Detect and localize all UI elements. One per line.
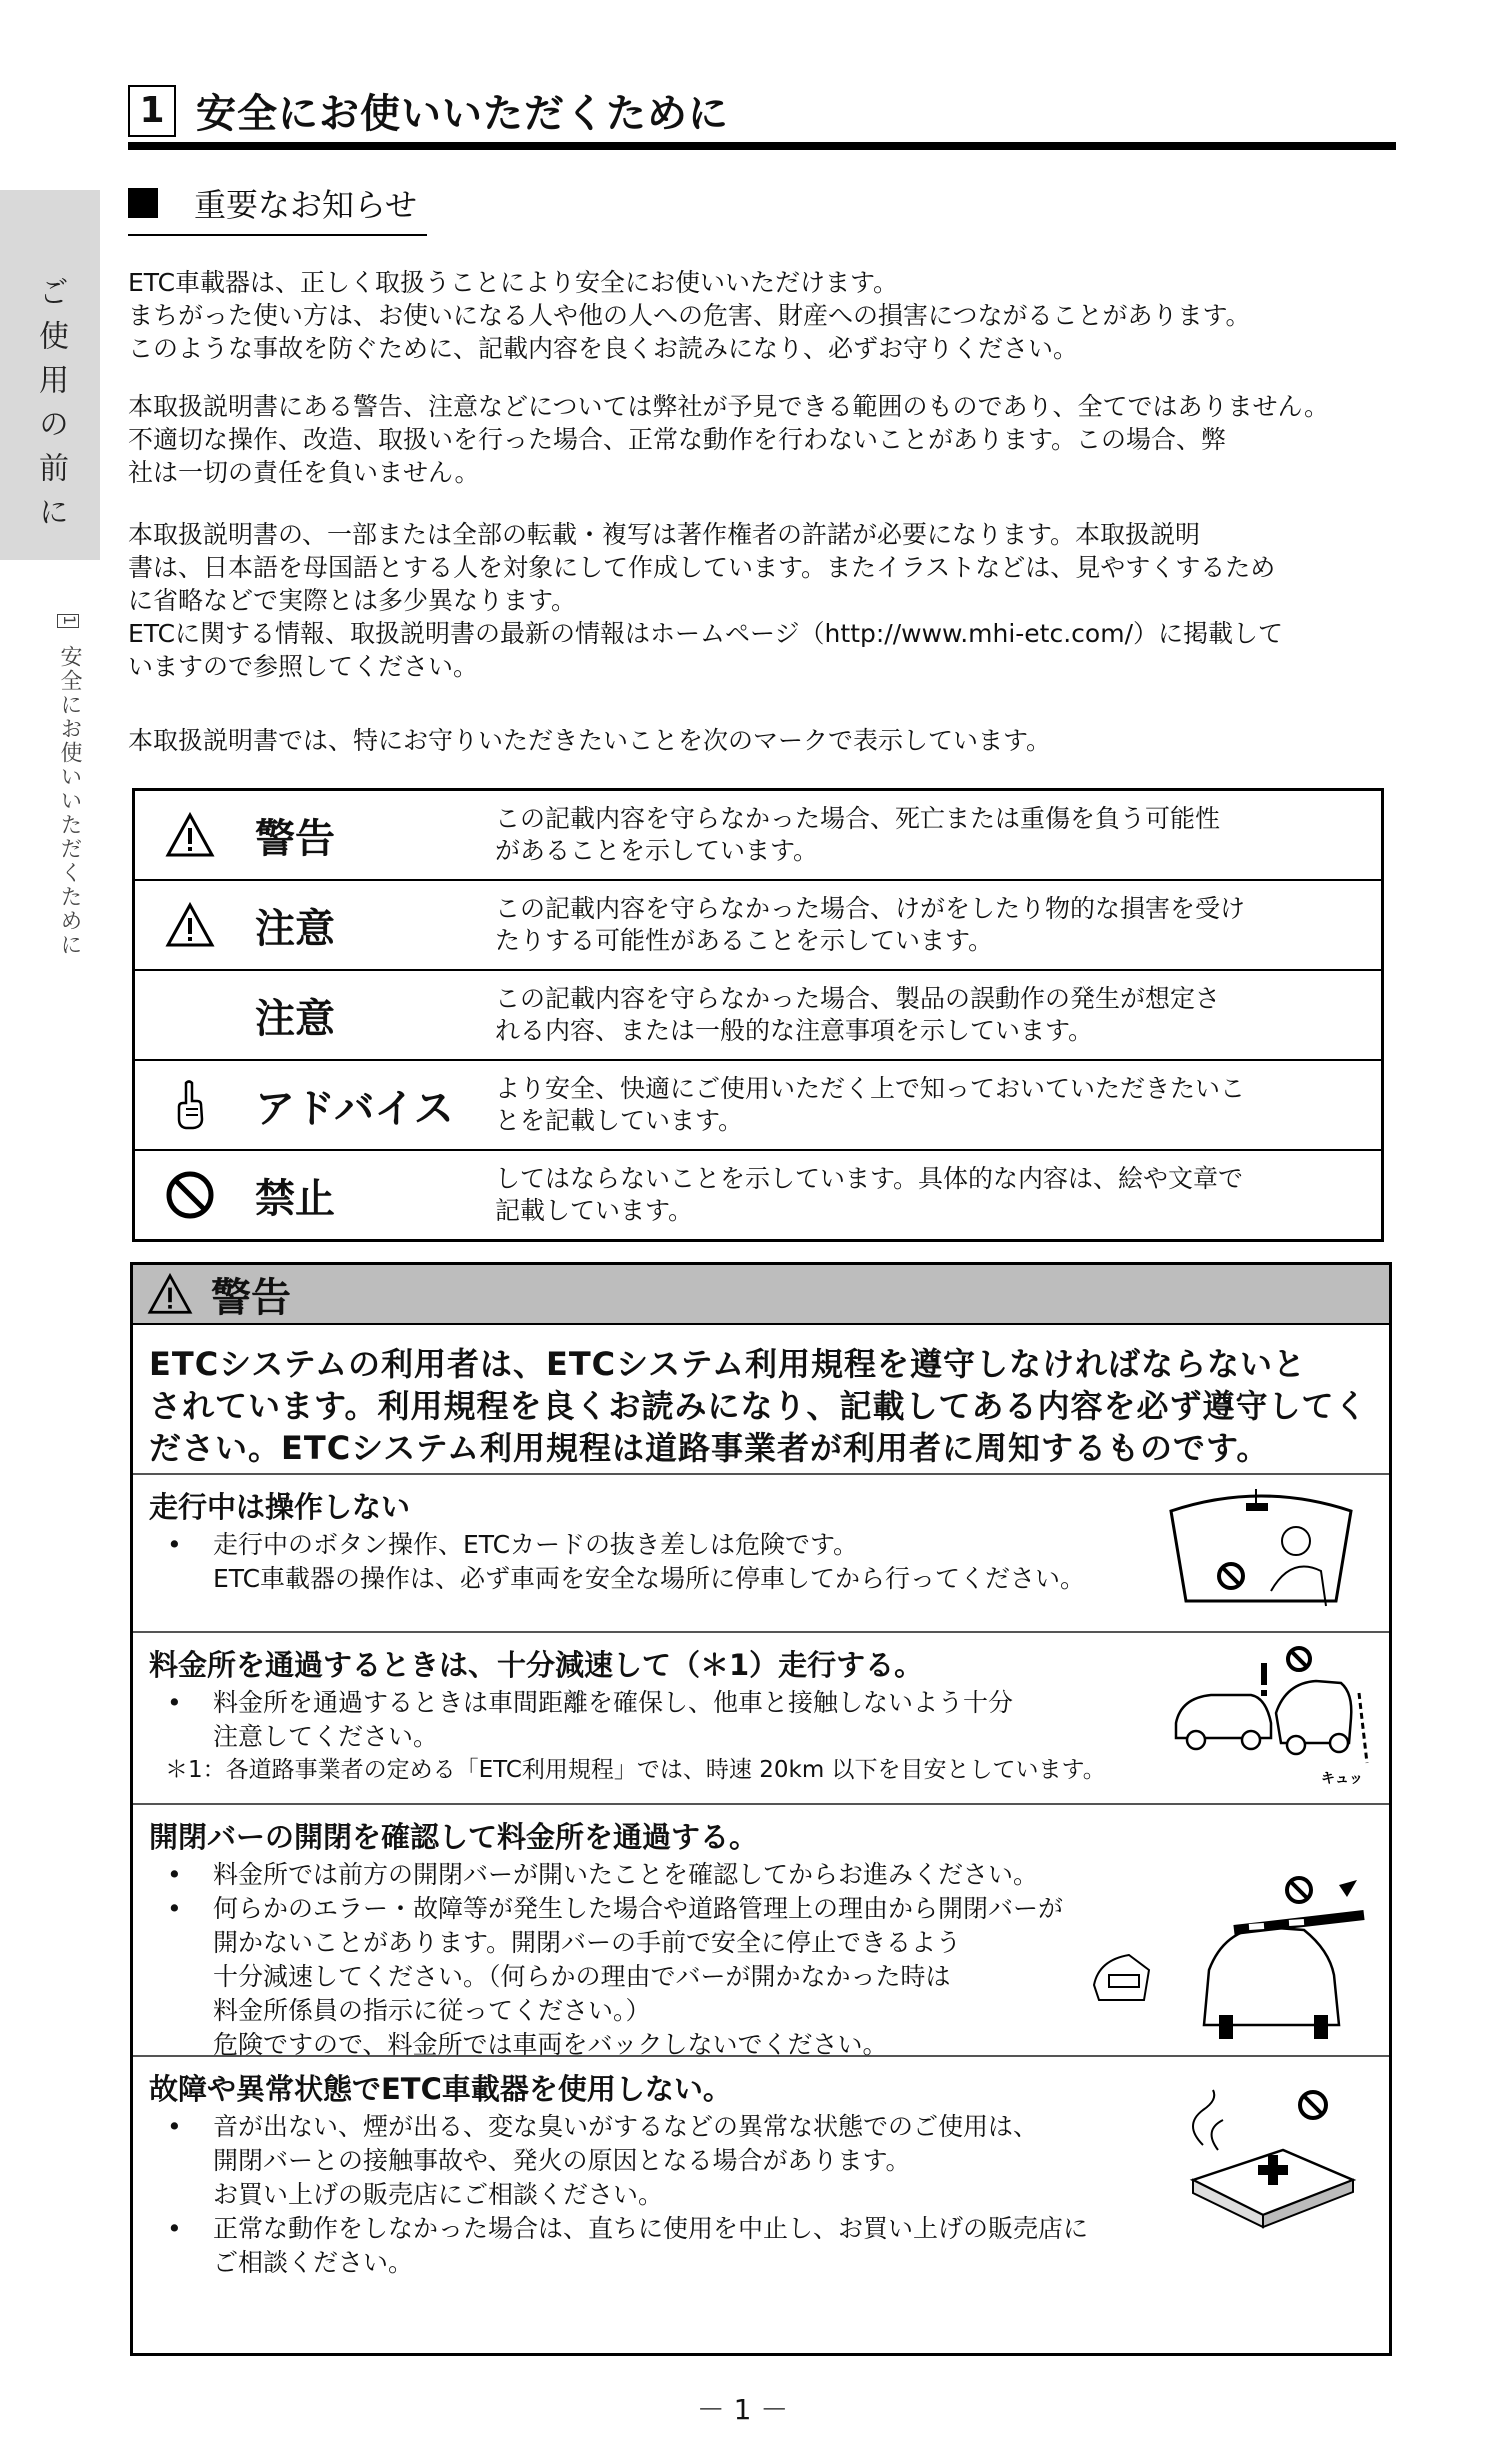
mark-desc — [495, 803, 1381, 867]
paragraph-line: 書は、日本語を母国語とする人を対象にして作成しています。またイラストなどは、見やすくするため — [128, 553, 1276, 582]
bullet-line: 走行中のボタン操作、ETCカードの抜き差しは危険です。 — [213, 1530, 859, 1559]
mark-desc — [495, 893, 1381, 957]
mark-row-warning — [135, 791, 1381, 881]
desc-line: この記載内容を守らなかった場合、死亡または重傷を負う可能性 — [495, 804, 1221, 833]
bullet-line: 料金所係員の指示に従ってください。） — [213, 1996, 651, 2025]
mark-desc — [495, 1163, 1381, 1227]
intro-line: ETCシステムの利用者は、ETCシステム利用規程を遵守しなければならないと — [149, 1345, 1306, 1383]
paragraph-line: いますので参照してください。 — [128, 652, 479, 681]
desc-line: してはならないことを示しています。具体的な内容は、絵や文章で — [495, 1164, 1244, 1193]
side-tab-label: ご使用の前に — [33, 276, 68, 540]
section-square-icon — [128, 188, 158, 218]
paragraph-4 — [128, 724, 1398, 757]
mark-label: 禁止 — [255, 1175, 335, 1222]
warning-section-title: 故障や異常状態でETC車載器を使用しない。 — [149, 2072, 732, 2106]
warning-section-title: 走行中は操作しない — [149, 1490, 411, 1524]
mark-desc — [495, 1073, 1381, 1137]
mark-label: 警告 — [255, 815, 335, 862]
side-tab — [0, 190, 100, 560]
desc-line: れる内容、または一般的な注意事項を示しています。 — [495, 1016, 1094, 1045]
warning-intro — [133, 1325, 1389, 1475]
desc-line: この記載内容を守らなかった場合、けがをしたり物的な損害を受け — [495, 894, 1246, 923]
bullet-line: ご相談ください。 — [213, 2248, 414, 2277]
bullet-line: 注意してください。 — [213, 1722, 439, 1751]
bullet-line: 料金所を通過するときは車間距離を確保し、他車と接触しないよう十分 — [213, 1688, 1014, 1717]
section-title: 重要なお知らせ — [194, 186, 418, 224]
warning-section-driving — [133, 1475, 1389, 1633]
bullet-line: お買い上げの販売店にご相談ください。 — [213, 2180, 664, 2209]
braking-cars-illustration — [1171, 1643, 1371, 1793]
paragraph-line: 本取扱説明書では、特にお守りいただきたいことを次のマークで表示しています。 — [128, 726, 1052, 755]
warning-box-header — [133, 1265, 1389, 1325]
mark-row-prohibited — [135, 1151, 1381, 1239]
warning-section-malfunction — [133, 2057, 1389, 2277]
paragraph-line: まちがった使い方は、お使いになる人や他の人への危害、財産への損害につながることがあります。 — [128, 301, 1251, 330]
paragraph-2 — [128, 390, 1398, 489]
bullet-line: ETC車載器の操作は、必ず車両を安全な場所に停車してから行ってください。 — [213, 1564, 1086, 1593]
warning-section-tollgate-speed — [133, 1633, 1389, 1805]
mark-label: 注意 — [255, 995, 335, 1042]
mark-desc — [495, 983, 1381, 1047]
footnote: ＊1：各道路事業者の定める「ETC利用規程」では、時速 20km 以下を目安としています。 — [165, 1757, 1106, 1783]
side-sub-number: 1 — [57, 614, 79, 628]
pointing-hand-icon — [135, 1079, 245, 1131]
chapter-rule — [128, 142, 1396, 150]
warning-section-title: 料金所を通過するときは、十分減速して（＊1）走行する。 — [149, 1648, 924, 1682]
paragraph-line: 社は一切の責任を負いません。 — [128, 458, 480, 487]
mark-label: アドバイス — [255, 1085, 454, 1132]
paragraph-line: 本取扱説明書にある警告、注意などについては弊社が予見できる範囲のものであり、全てではありません。 — [128, 392, 1330, 421]
paragraph-3 — [128, 518, 1398, 683]
screech-sound-text: キュッ — [1321, 1771, 1363, 1787]
mark-row-notice — [135, 971, 1381, 1061]
bullet-line: 何らかのエラー・故障等が発生した場合や道路管理上の理由から開閉バーが — [213, 1894, 1064, 1923]
chapter-title: 安全にお使いいただくために — [196, 91, 729, 137]
bullet-line: 開閉バーとの接触事故や、発火の原因となる場合があります。 — [213, 2146, 911, 2175]
bullet-line: 料金所では前方の開閉バーが開いたことを確認してからお進みください。 — [213, 1860, 1039, 1889]
driver-operating-illustration — [1161, 1481, 1361, 1621]
warning-section-title: 開閉バーの開閉を確認して料金所を通過する。 — [149, 1820, 759, 1854]
bullet-line: 十分減速してください。（何らかの理由でバーが開かなかった時は — [213, 1962, 951, 1991]
desc-line: この記載内容を守らなかった場合、製品の誤動作の発生が想定さ — [495, 984, 1221, 1013]
side-sub-text: 安全にお使いいただくために — [57, 645, 82, 958]
smoking-device-illustration — [1163, 2085, 1363, 2235]
warning-triangle-icon — [147, 1273, 193, 1315]
bullet-line: 危険ですので、料金所では車両をバックしないでください。 — [213, 2030, 888, 2059]
desc-line: より安全、快適にご使用いただく上で知っておいていただきたいこ — [495, 1074, 1246, 1103]
paragraph-line: に省略などで実際とは多少異なります。 — [128, 586, 577, 615]
paragraph-1 — [128, 266, 1398, 365]
paragraph-line: ETC車載器は、正しく取扱うことにより安全にお使いいただけます。 — [128, 268, 899, 297]
bullet-line: 開かないことがあります。開閉バーの手前で安全に停止できるよう — [213, 1928, 962, 1957]
paragraph-line: このような事故を防ぐために、記載内容を良くお読みになり、必ずお守りください。 — [128, 334, 1079, 363]
mark-label: 注意 — [255, 905, 335, 952]
warning-box-title: 警告 — [211, 1274, 291, 1321]
desc-line: たりする可能性があることを示しています。 — [495, 926, 994, 955]
paragraph-line: 本取扱説明書の、一部または全部の転載・複写は著作権者の許諾が必要になります。本取扱説明 — [128, 520, 1201, 549]
section-header — [128, 180, 427, 236]
paragraph-line: 不適切な操作、改造、取扱いを行った場合、正常な動作を行わないことがあります。この場合、弊 — [128, 425, 1227, 454]
desc-line: 記載しています。 — [495, 1196, 694, 1225]
page-number: － 1 － — [696, 2393, 789, 2426]
marks-table — [132, 788, 1384, 1242]
chapter-header — [128, 82, 729, 139]
warning-section-gate-bar — [133, 1805, 1389, 2057]
warning-triangle-icon — [135, 812, 245, 858]
warning-box — [130, 1262, 1392, 2356]
bullet-line: 正常な動作をしなかった場合は、直ちに使用を中止し、お買い上げの販売店に — [213, 2214, 1089, 2243]
desc-line: とを記載しています。 — [495, 1106, 744, 1135]
mark-row-caution — [135, 881, 1381, 971]
bullet-line: 音が出ない、煙が出る、変な臭いがするなどの異常な状態でのご使用は、 — [213, 2112, 1039, 2141]
intro-line: ださい。ETCシステム利用規程は道路事業者が利用者に周知するものです。 — [149, 1429, 1270, 1467]
side-subtitle — [54, 614, 85, 957]
gate-bar-car-illustration — [1089, 1875, 1369, 2050]
intro-line: されています。利用規程を良くお読みになり、記載してある内容を必ず遵守してく — [149, 1387, 1368, 1425]
chapter-number: 1 — [128, 85, 176, 137]
mark-row-advice — [135, 1061, 1381, 1151]
desc-line: があることを示しています。 — [495, 836, 819, 865]
caution-triangle-icon — [135, 902, 245, 948]
paragraph-line: ETCに関する情報、取扱説明書の最新の情報はホームページ（http://www.mhi-etc.com/）に掲載して — [128, 619, 1283, 648]
prohibited-icon — [135, 1169, 245, 1221]
